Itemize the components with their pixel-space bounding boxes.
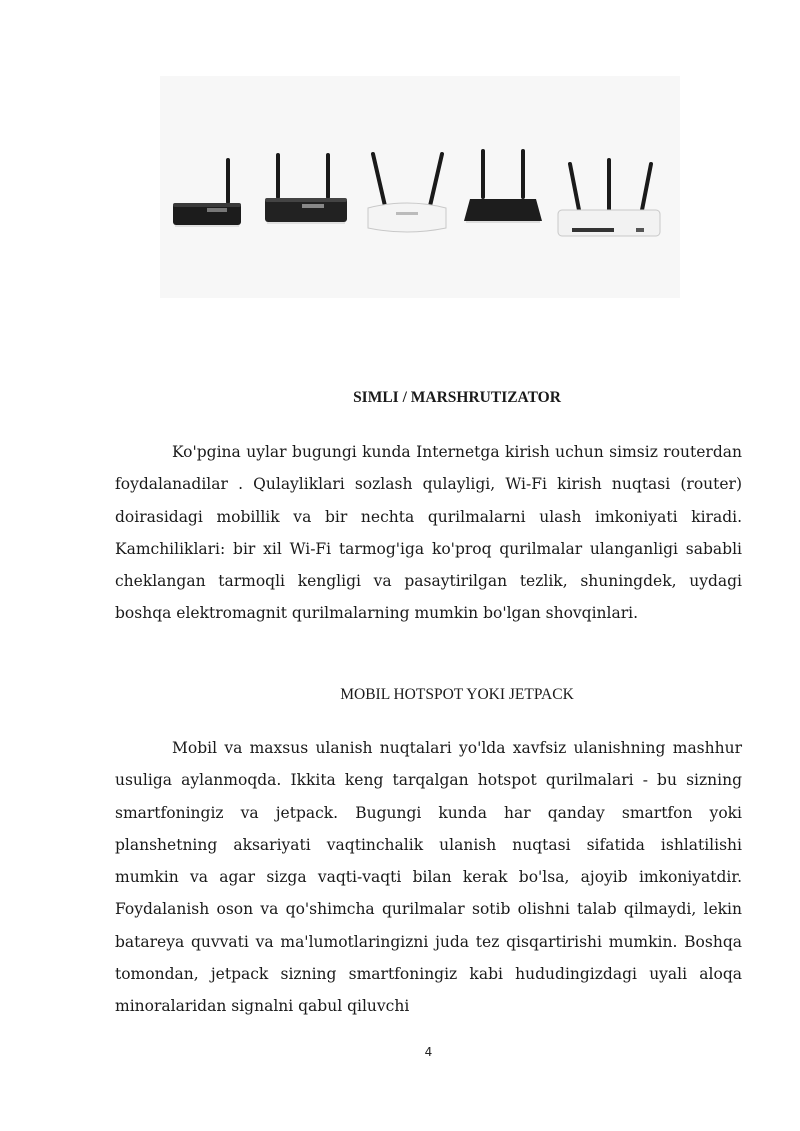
- router-icon: [368, 154, 446, 232]
- section-heading-mobile-hotspot: MOBIL HOTSPOT YOKI JETPACK: [340, 686, 574, 703]
- router-icon: [464, 149, 542, 223]
- section-heading-wired-router: SIMLI / MARSHRUTIZATOR: [353, 389, 561, 406]
- paragraph-router: Ko'pgina uylar bugungi kunda Internetga kirish uchun simsiz routerdan foydalanadilar . Qulayliklari sozlash qulayligi, Wi-Fi kirish nuqtasi (router) doirasidagi mobillik va bir nechta qurilmalarni ulash imkoniyati kiradi. Kamchiliklari: bir xil Wi-Fi tarmog'iga ko'proq qurilmalar ulanganligi sababli cheklangan tarmoqli kengligi va pasaytirilgan tezlik, shuningdek, uydagi boshqa elektromagnit qurilmalarning mumkin bo'lgan shovqinlari.: [115, 443, 742, 623]
- routers-figure: [160, 76, 680, 298]
- router-icon: [265, 153, 347, 224]
- paragraph-hotspot: Mobil va maxsus ulanish nuqtalari yo'lda xavfsiz ulanishning mashhur usuliga aylanmoqda. Ikkita keng tarqalgan hotspot qurilmalari - bu sizning smartfoningiz va jetpack. Bugungi kunda har qanday smartfon yoki planshetning aksariyati vaqtinchalik ulanish nuqtasi sifatida ishlatilishi mumkin va agar sizga vaqti-vaqti bilan kerak bo'lsa, ajoyib imkoniyatdir. Foydalanish oson va qo'shimcha qurilmalar sotib olishni talab qilmaydi, lekin batareya quvvati va ma'lumotlaringizni juda tez qisqartirishi mumkin. Boshqa tomondan, jetpack sizning smartfoningiz kabi hududingizdagi uyali aloqa minoralaridan signalni qabul qiluvchi: [115, 739, 742, 1016]
- router-icon: [558, 160, 660, 236]
- page-number: 4: [424, 1045, 433, 1059]
- router-icon: [173, 158, 241, 227]
